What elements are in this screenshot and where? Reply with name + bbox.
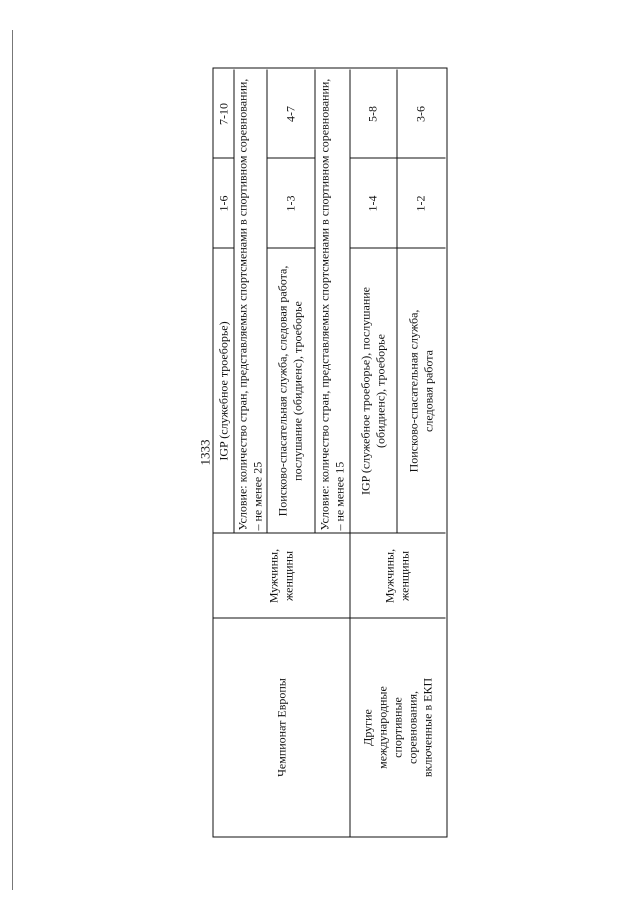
places-second-range: 4-7 [283,105,297,122]
places-second-range: 3-6 [413,105,428,122]
page-number: 1333 [197,439,213,465]
rotated-page-content [193,67,448,837]
places-second-range: 7-10 [216,102,230,125]
award-places-table [213,67,448,837]
discipline: IGP (служебное троеборье) [216,320,230,461]
page-edge-line [12,30,13,890]
competition-name: Другие международные спортивные соревнования, включенные в ЕКП [360,677,434,777]
places-second-range: 5-8 [365,105,380,122]
competition-name: Чемпионат Европы [274,677,288,777]
gender: Мужчины, женщины [266,548,296,603]
places-first-range: 1-3 [283,195,297,211]
places-first-range: 1-4 [365,195,380,211]
condition-note: Условие: количество стран, представляемых спортсменами в спортивном соревновании, – не менее 15 [317,78,346,530]
gender: Мужчины, женщины [382,548,412,603]
places-first-range: 1-6 [216,195,230,211]
places-first-range: 1-2 [413,195,428,211]
condition-note: Условие: количество стран, представляемых спортсменами в спортивном соревновании, – не менее 25 [235,78,264,530]
discipline: Поисково-спасательная служба, следовая работа [406,309,435,472]
discipline: Поисково-спасательная служба, следовая работа, послушание (обидиенс), троеборье [275,265,305,516]
discipline: IGP (служебное троеборье), послушание (обидиенс), троеборье [358,286,387,495]
